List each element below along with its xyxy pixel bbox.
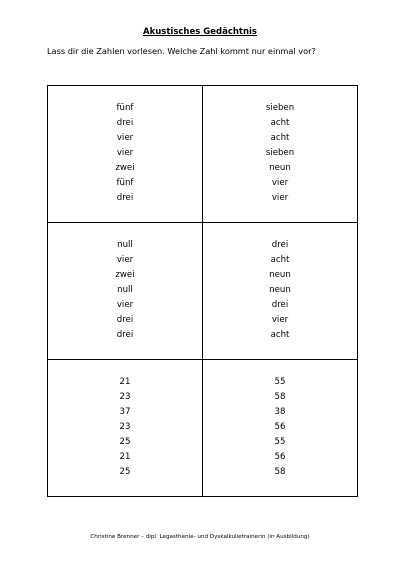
- number-item: 25: [119, 467, 131, 477]
- number-grid: [47, 85, 358, 497]
- word-item: fünf: [116, 178, 134, 188]
- word-item: vier: [116, 133, 134, 143]
- word-item: sieben: [265, 148, 295, 158]
- number-item: 21: [119, 452, 131, 462]
- cell-row3-left: [48, 360, 203, 497]
- word-item: acht: [270, 118, 290, 128]
- word-item: vier: [271, 315, 289, 325]
- cell-row1-right: [203, 86, 358, 223]
- grid-row-1: [48, 86, 358, 223]
- word-item: zwei: [115, 270, 135, 280]
- grid-row-2: [48, 223, 358, 360]
- number-item: 58: [274, 467, 286, 477]
- page-title: Akustisches Gedächtnis: [143, 27, 257, 37]
- number-item: 23: [119, 422, 131, 432]
- number-item: 37: [119, 407, 131, 417]
- grid-row-3: [48, 360, 358, 497]
- word-item: sieben: [265, 103, 295, 113]
- number-item: 25: [119, 437, 131, 447]
- word-item: fünf: [116, 103, 134, 113]
- word-item: acht: [270, 133, 290, 143]
- word-item: vier: [116, 148, 134, 158]
- number-item: 23: [119, 392, 131, 402]
- word-item: acht: [270, 255, 290, 265]
- word-item: neun: [269, 285, 291, 295]
- word-item: vier: [271, 193, 289, 203]
- word-item: vier: [271, 178, 289, 188]
- word-item: drei: [271, 240, 289, 250]
- word-item: drei: [116, 330, 134, 340]
- cell-row1-left: [48, 86, 203, 223]
- word-item: null: [117, 285, 133, 295]
- word-item: drei: [116, 118, 134, 128]
- word-item: vier: [116, 300, 134, 310]
- cell-row3-right: [203, 360, 358, 497]
- instruction-text: Lass dir die Zahlen vorlesen. Welche Zahl kommt nur einmal vor?: [47, 46, 316, 56]
- word-item: neun: [269, 163, 291, 173]
- number-item: 56: [274, 452, 286, 462]
- cell-row2-left: [48, 223, 203, 360]
- word-item: neun: [269, 270, 291, 280]
- word-item: zwei: [115, 163, 135, 173]
- word-item: acht: [270, 330, 290, 340]
- word-item: vier: [116, 255, 134, 265]
- number-item: 21: [119, 377, 131, 387]
- cell-row2-right: [203, 223, 358, 360]
- number-item: 55: [274, 437, 286, 447]
- word-item: drei: [116, 315, 134, 325]
- word-item: null: [117, 240, 133, 250]
- word-item: drei: [271, 300, 289, 310]
- number-item: 55: [274, 377, 286, 387]
- number-item: 56: [274, 422, 286, 432]
- page-footer: Christine Brenner – dipl. Legasthenie- und Dyskalkulietrainerin (in Ausbildung): [90, 534, 310, 540]
- number-item: 58: [274, 392, 286, 402]
- word-item: drei: [116, 193, 134, 203]
- number-item: 38: [274, 407, 286, 417]
